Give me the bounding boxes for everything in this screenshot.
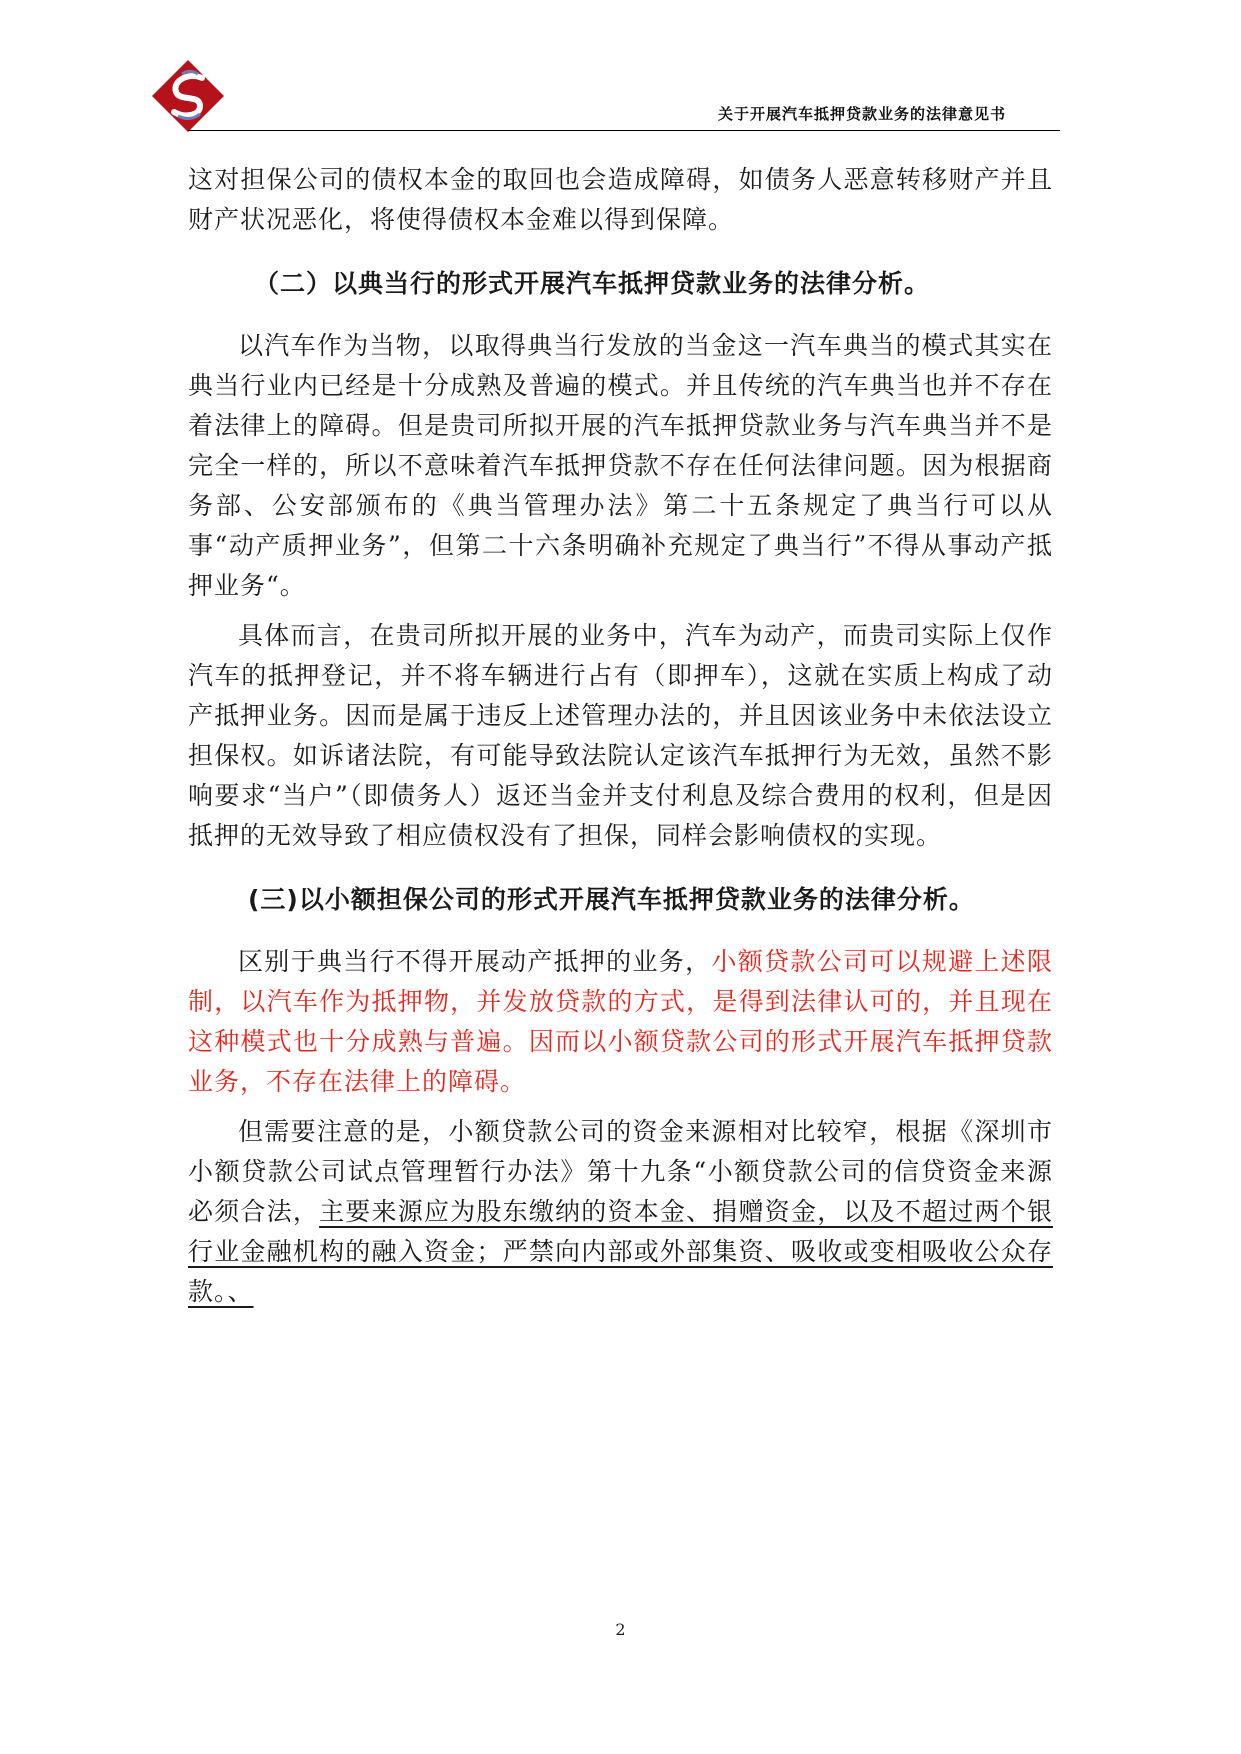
paragraph-microloan-intro: 区别于典当行不得开展动产抵押的业务， — [238, 947, 712, 976]
header-divider — [188, 130, 1060, 131]
paragraph-pawn-risk: 具体而言，在贵司所拟开展的业务中，汽车为动产，而贵司实际上仅作汽车的抵押登记，并不将车辆进行占有（即押车），这就在实质上构成了动产抵押业务。因而是属于违反上述管理办法的，并且因该业务中未依法设立担保权。如诉诸法院，有可能导致法院认定该汽车抵押行为无效，虽然不影响要求“当户”（即债务人）返还当金并支付利息及综合费用的权利，但是因抵押的无效导致了相应债权没有了担保，同样会影响债权的实现。 — [188, 621, 1053, 850]
company-logo-icon — [150, 58, 226, 134]
page-number: 2 — [615, 1620, 626, 1639]
underlined-text: 主要来源应为股东缴纳的资本金、捐赠资金，以及不超过两个银行业金融机构的融入资金；严禁向内部或外部集资、吸收或变相吸收公众存款。、 — [188, 1197, 1053, 1306]
paragraph-pawn-analysis: 以汽车作为当物，以取得典当行发放的当金这一汽车典当的模式其实在典当行业内已经是十分成熟及普遍的模式。并且传统的汽车典当也并不存在着法律上的障碍。但是贵司所拟开展的汽车抵押贷款业务与汽车典当并不是完全一样的，所以不意味着汽车抵押贷款不存在任何法律问题。因为根据商务部、公安部颁布的《典当管理办法》第二十五条规定了典当行可以从事“动产质押业务”，但第二十六条明确补充规定了典当行”不得从事动产抵押业务“。 — [188, 331, 1053, 600]
paragraph-funding-intro: 但需要注意的是，小额贷款公司的资金来源相对比较窄，根据《深圳市小额贷款公司试点管理暂行办法》第十九条“小额贷款公司的信贷资金来源必须合法， — [188, 1117, 1053, 1226]
document-body — [188, 160, 1053, 1322]
paragraph-microloan — [188, 942, 1053, 1102]
paragraph-funding-source — [188, 1112, 1053, 1312]
highlighted-red-text: 小额贷款公司可以规避上述限制，以汽车作为抵押物，并发放贷款的方式，是得到法律认可的，并且现在这种模式也十分成熟与普遍。因而以小额贷款公司的形式开展汽车抵押贷款业务，不存在法律上的障碍。 — [188, 947, 1053, 1096]
section-heading-2: （二）以典当行的形式开展汽车抵押贷款业务的法律分析。 — [254, 269, 931, 298]
paragraph-continuation: 这对担保公司的债权本金的取回也会造成障碍，如债务人恶意转移财产并且财产状况恶化，将使得债权本金难以得到保障。 — [188, 165, 1053, 234]
section-heading-3: (三)以小额担保公司的形式开展汽车抵押贷款业务的法律分析。 — [248, 885, 975, 914]
document-header-title: 关于开展汽车抵押贷款业务的法律意见书 — [717, 105, 1006, 123]
